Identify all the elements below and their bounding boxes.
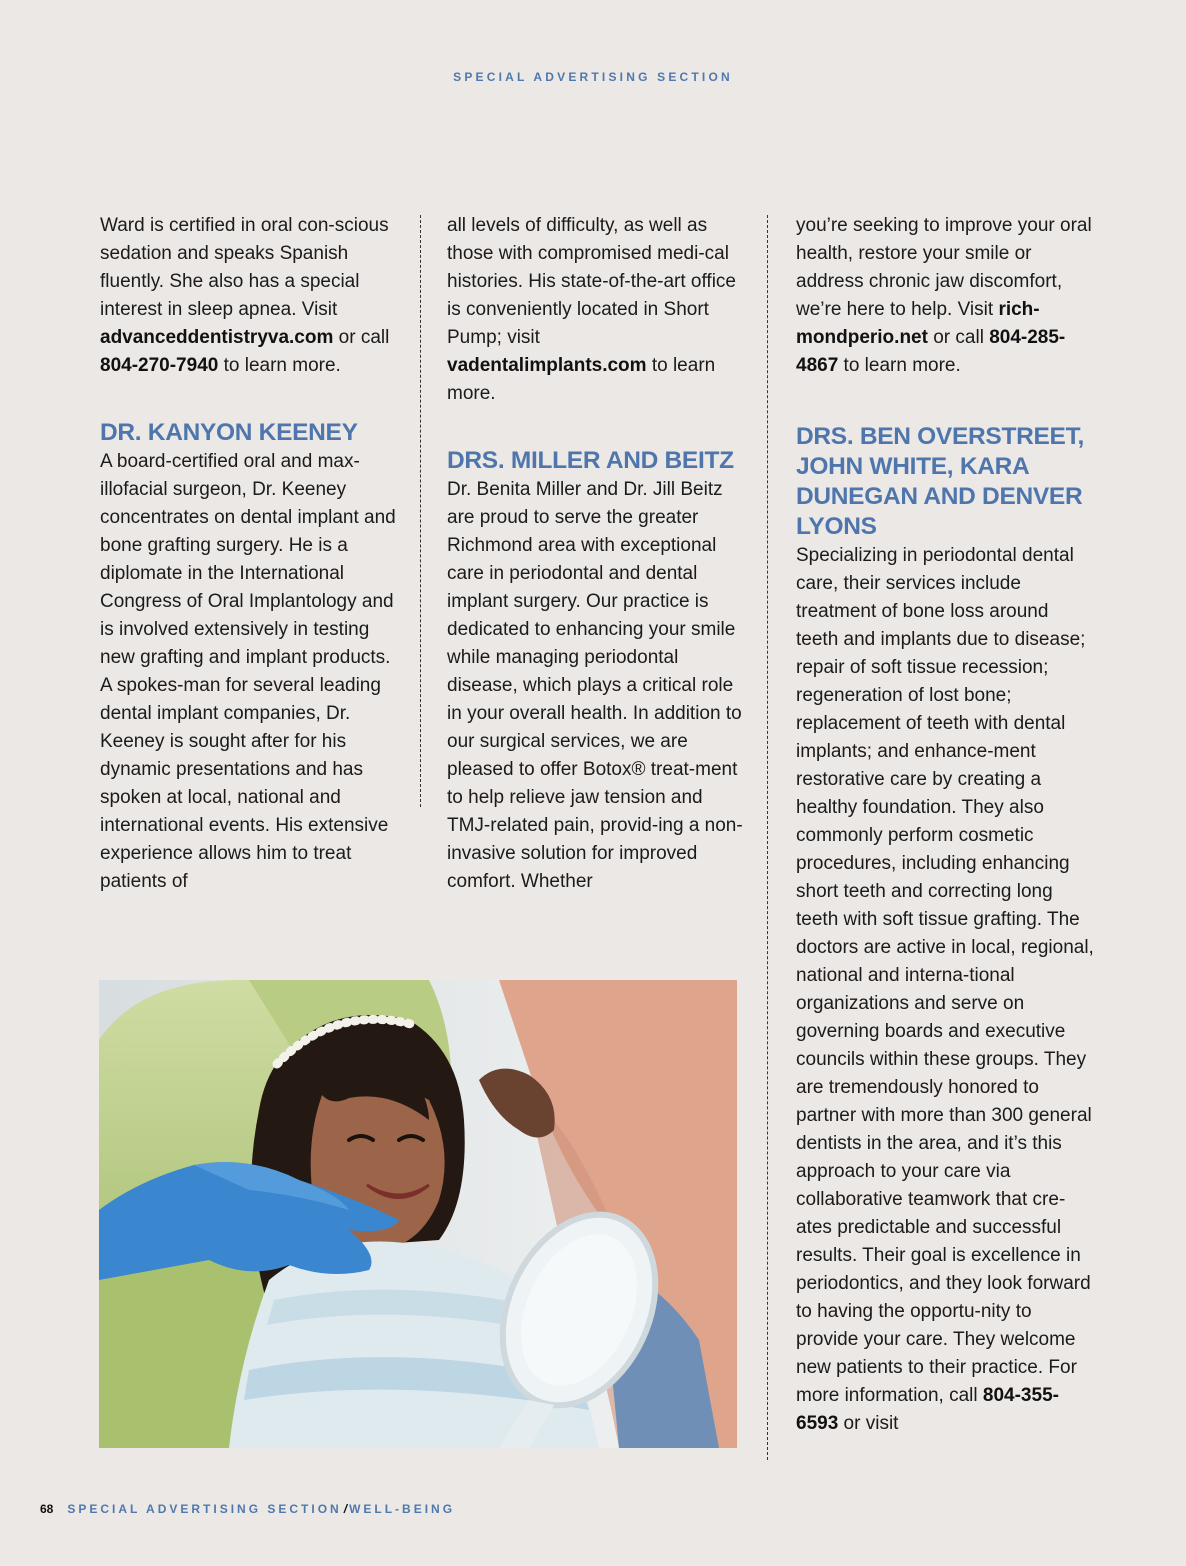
column-3 <box>796 212 1094 1438</box>
advanced-dentistry-phone: 804-270-7940 <box>100 355 219 376</box>
overstreet-body <box>796 542 1094 1438</box>
spacer <box>796 380 1094 422</box>
richmondperio-link: rich-mondperio.net <box>796 299 1040 348</box>
col2-intro-text: all levels of difficulty, as well as those with compromised medi-cal histories. His state-of-the-art office is conveniently located in Short Pump; visit <box>447 215 736 348</box>
dental-patient-photo <box>99 980 737 1448</box>
col1-intro-text-2: or call <box>333 327 390 348</box>
col1-intro <box>100 212 396 380</box>
running-header: SPECIAL ADVERTISING SECTION <box>453 70 733 84</box>
overstreet-body-end: or visit <box>838 1413 899 1434</box>
page-number: 68 <box>40 1502 54 1516</box>
col3-intro <box>796 212 1094 380</box>
advanced-dentistry-link: advanceddentistryva.com <box>100 327 334 348</box>
miller-beitz-heading: DRS. MILLER AND BEITZ <box>447 447 734 474</box>
keeney-heading: DR. KANYON KEENEY <box>100 419 358 446</box>
miller-beitz-body: Dr. Benita Miller and Dr. Jill Beitz are proud to serve the greater Richmond area with exceptional care in periodontal and dental implant surgery. Our practice is dedicated to enhancing your smile while managing periodontal disease, which plays a critical role in your overall health. In addition to our surgical services, we are pleased to offer Botox® treat-ment to help relieve jaw tension and TMJ-related pain, provid-ing a non-invasive solution for improved comfort. Whether <box>447 479 743 892</box>
overstreet-heading: DRS. BEN OVERSTREET, JOHN WHITE, KARA DUNEGAN AND DENVER LYONS <box>796 423 1085 540</box>
col3-intro-text: you’re seeking to improve your oral health, restore your smile or address chronic jaw discomfort, we’re here to help. Visit <box>796 215 1092 320</box>
footer-category: WELL-BEING <box>349 1502 456 1516</box>
spacer <box>100 380 396 418</box>
vadentalimplants-link: vadentalimplants.com <box>447 355 647 376</box>
column-divider-1 <box>420 215 421 807</box>
col1-intro-text: Ward is certified in oral con-scious sedation and speaks Spanish fluently. She also has a special interest in sleep apnea. Visit <box>100 215 389 320</box>
col2-intro <box>447 212 743 408</box>
spacer <box>447 408 743 446</box>
page-footer <box>40 1502 455 1516</box>
col2-intro-text-2: to learn more. <box>447 355 716 404</box>
overstreet-phone: 804-355-6593 <box>796 1385 1059 1434</box>
overstreet-body-text: Specializing in periodontal dental care, their services include treatment of bone loss around teeth and implants due to disease; repair of soft tissue recession; regeneration of lost bone; replacement of teeth with dental implants; and enhance-ment restorative care by creating a healthy foundation. They also commonly perform cosmetic procedures, including enhancing short teeth and correcting long teeth with soft tissue grafting. The doctors are active in local, regional, national and interna-tional organizations and serve on governing boards and executive councils within these groups. They are tremendously honored to partner with more than 300 general dentists in the area, and it’s this approach to your care via collaborative teamwork that cre-ates predictable and successful results. Their goal is excellence in periodontics, and they look forward to having the opportu-nity to provide your care. They welcome new patients to their practice. For more information, call <box>796 545 1094 1406</box>
richmondperio-phone: 804-285-4867 <box>796 327 1066 376</box>
column-1 <box>100 212 396 896</box>
col1-intro-text-3: to learn more. <box>218 355 341 376</box>
column-divider-2 <box>767 215 768 1460</box>
footer-slash: / <box>343 1502 348 1516</box>
photo-illustration <box>99 980 737 1448</box>
col3-intro-text-2: or call <box>927 327 990 348</box>
keeney-body: A board-certified oral and max-illofacial surgeon, Dr. Keeney concentrates on dental implant and bone grafting surgery. He is a diplomate in the International Congress of Oral Implantology and is involved extensively in testing new grafting and implant products. A spokes-man for several leading dental implant companies, Dr. Keeney is sought after for his dynamic presentations and has spoken at local, national and international events. His extensive experience allows him to treat patients of <box>100 451 396 892</box>
col3-intro-text-3: to learn more. <box>838 355 961 376</box>
footer-section: SPECIAL ADVERTISING SECTION <box>67 1502 342 1516</box>
column-2 <box>447 212 743 896</box>
